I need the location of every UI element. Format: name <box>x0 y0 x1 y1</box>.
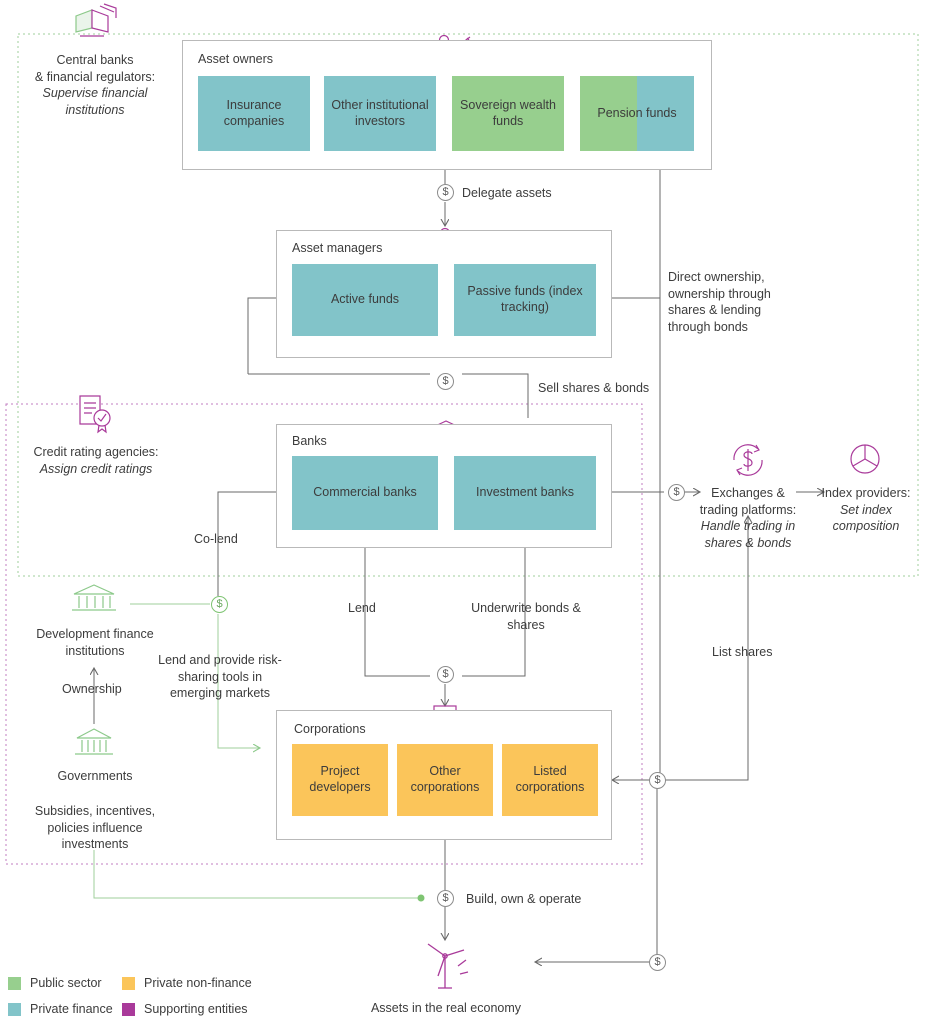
flow-direct-ownership: Direct ownership, ownership through shares & lending through bonds <box>668 270 771 334</box>
legend-swatch-supporting-entities <box>122 1003 135 1016</box>
cell-sovereign-wealth-funds[interactable]: Sovereign wealth funds <box>452 76 564 151</box>
legend-label-private-non-finance: Private non-finance <box>144 976 252 990</box>
entity-index-providers-line2: Set index composition <box>832 502 900 533</box>
credit-rating-document-icon <box>74 392 120 436</box>
entity-dfi-label: Development finance institutions <box>36 627 154 658</box>
money-marker-dfi: $ <box>211 596 228 613</box>
entity-index-providers-line1: Index providers: <box>821 486 911 500</box>
legend-swatch-public-sector <box>8 977 21 990</box>
cell-project-developers[interactable]: Project developers <box>292 744 388 816</box>
flow-ownership: Ownership <box>62 682 122 696</box>
cell-active-funds[interactable]: Active funds <box>292 264 438 336</box>
entity-credit-rating-line1: Credit rating agencies: <box>33 445 159 459</box>
cell-insurance-companies[interactable]: Insurance companies <box>198 76 310 151</box>
flow-list-shares: List shares <box>712 645 773 659</box>
money-marker-sell-shares: $ <box>437 373 454 390</box>
entity-central-banks-line3: Supervise financial institutions <box>42 86 148 117</box>
entity-exchanges <box>692 485 804 551</box>
group-asset-owners-label: Asset owners <box>198 52 274 66</box>
flow-lend: Lend <box>348 601 376 615</box>
legend-label-supporting-entities: Supporting entities <box>144 1002 248 1016</box>
legend-label-private-finance: Private finance <box>30 1002 113 1016</box>
entity-central-banks <box>14 52 176 118</box>
flow-underwrite: Underwrite bonds & shares <box>471 601 581 632</box>
entity-credit-rating-line2: Assign credit ratings <box>39 461 153 476</box>
legend-swatch-private-non-finance <box>122 977 135 990</box>
money-marker-delegate: $ <box>437 184 454 201</box>
flow-lend-risk-sharing: Lend and provide risk-sharing tools in emerging markets <box>158 653 282 700</box>
entity-governments-label: Governments <box>57 769 133 783</box>
dfi-institution-icon <box>70 582 118 616</box>
money-marker-build: $ <box>437 890 454 907</box>
cell-other-corporations[interactable]: Other corporations <box>397 744 493 816</box>
entity-governments <box>36 768 154 785</box>
entity-exchanges-line3: Handle trading in shares & bonds <box>700 519 796 550</box>
cell-other-institutional-investors[interactable]: Other institutional investors <box>324 76 436 151</box>
flow-subsidies: Subsidies, incentives, policies influence investments <box>34 804 156 851</box>
entity-development-finance-institutions <box>22 626 168 659</box>
money-marker-real-economy: $ <box>649 954 666 971</box>
cell-listed-corporations[interactable]: Listed corporations <box>502 744 598 816</box>
legend-label-public-sector: Public sector <box>30 976 102 990</box>
wind-turbine-icon <box>414 940 476 992</box>
entity-central-banks-line2: & financial regulators: <box>34 69 156 84</box>
flow-build-own-operate: Build, own & operate <box>466 892 582 906</box>
group-asset-managers-label: Asset managers <box>292 241 383 255</box>
entity-index-providers <box>812 485 920 535</box>
entity-real-economy-label: Assets in the real economy <box>370 1001 522 1015</box>
group-corporations-label: Corporations <box>294 722 366 736</box>
pie-chart-icon <box>846 440 886 478</box>
entity-exchanges-line2: trading platforms: <box>699 502 797 517</box>
cell-commercial-banks[interactable]: Commercial banks <box>292 456 438 530</box>
government-institution-icon <box>74 726 114 760</box>
dollar-circular-arrows-icon <box>728 440 768 480</box>
entity-central-banks-line1: Central banks <box>56 53 134 67</box>
entity-credit-rating-agencies <box>12 444 180 477</box>
cell-pension-funds[interactable]: Pension funds <box>580 76 694 151</box>
flow-delegate-assets: Delegate assets <box>462 186 552 200</box>
money-marker-corporations: $ <box>437 666 454 683</box>
flow-sell-shares-bonds: Sell shares & bonds <box>538 381 650 395</box>
bank-books-icon <box>70 2 122 46</box>
cell-passive-funds[interactable]: Passive funds (index tracking) <box>454 264 596 336</box>
legend-swatch-private-finance <box>8 1003 21 1016</box>
cell-investment-banks[interactable]: Investment banks <box>454 456 596 530</box>
entity-exchanges-line1: Exchanges & <box>711 486 785 500</box>
money-marker-exchanges: $ <box>668 484 685 501</box>
group-banks-label: Banks <box>292 434 327 448</box>
money-marker-listed: $ <box>649 772 666 789</box>
flow-co-lend: Co-lend <box>194 532 238 546</box>
